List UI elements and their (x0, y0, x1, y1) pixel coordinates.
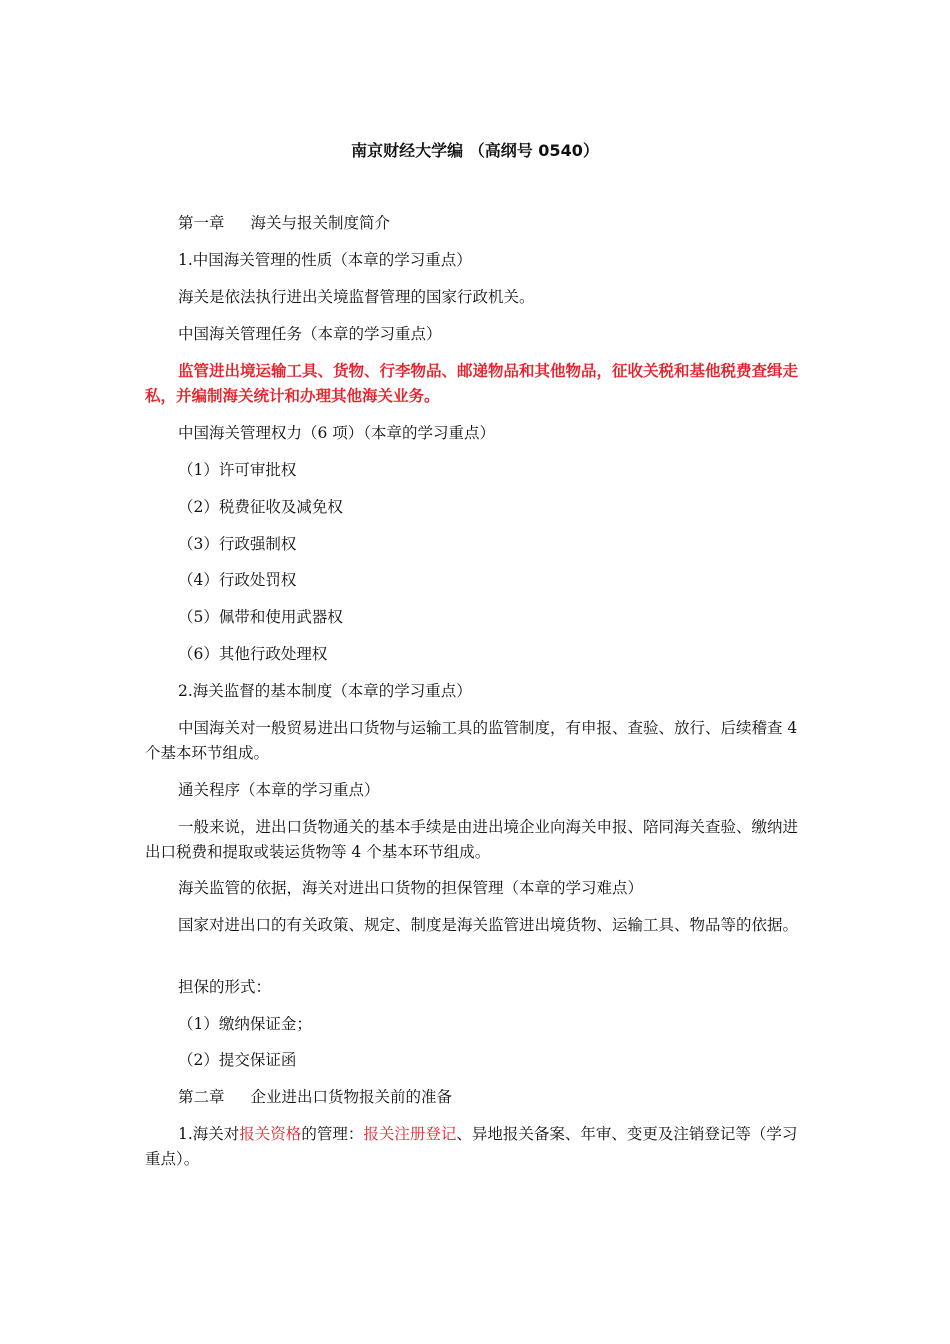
list-item: （2）提交保证函 (178, 1051, 297, 1069)
chapter1-title: 海关与报关制度简介 (250, 214, 391, 232)
paragraph (145, 1122, 810, 1172)
chapter2-heading (145, 1085, 810, 1110)
chapter2-title: 企业进出口货物报关前的准备 (250, 1088, 453, 1106)
list-item: （3）行政强制权 (178, 535, 297, 553)
highlighted-paragraph: 监管进出境运输工具、货物、行李物品、邮递物品和其他物品，征收关税和基他税费查缉走私，并编制海关统计和办理其他海关业务。 (145, 362, 799, 405)
highlighted-term: 报关注册登记 (363, 1125, 457, 1143)
text-run: 的管理： (301, 1125, 364, 1143)
section-heading: 2.海关监督的基本制度（本章的学习重点） (178, 682, 472, 700)
section-heading: 通关程序（本章的学习重点） (178, 781, 380, 799)
paragraph: 一般来说，进出口货物通关的基本手续是由进出境企业向海关申报、陪同海关查验、缴纳进出口税费和提取或装运货物等 4 个基本环节组成。 (145, 818, 799, 861)
section-heading: 担保的形式： (178, 978, 272, 996)
list-item: （1）缴纳保证金； (178, 1015, 312, 1033)
text-run: 1.海关对 (178, 1125, 240, 1143)
list-item: （5）佩带和使用武器权 (178, 608, 343, 626)
chapter1-heading (145, 211, 810, 236)
highlighted-term: 报关资格 (239, 1125, 302, 1143)
paragraph: 国家对进出口的有关政策、规定、制度是海关监管进出境货物、运输工具、物品等的依据。 (178, 916, 799, 934)
list-item: （1）许可审批权 (178, 461, 297, 479)
chapter1-label: 第一章 (178, 214, 225, 232)
text-run: 、异地报关备案、年审、变更及注销登记等（学习重点）。 (145, 1125, 798, 1168)
section-heading: 中国海关管理任务（本章的学习重点） (178, 325, 442, 343)
list-item: （2）税费征收及减免权 (178, 498, 343, 516)
list-item: （4）行政处罚权 (178, 571, 297, 589)
section-heading: 1.中国海关管理的性质（本章的学习重点） (178, 251, 472, 269)
paragraph: 海关是依法执行进出关境监督管理的国家行政机关。 (178, 288, 535, 306)
chapter2-label: 第二章 (178, 1088, 225, 1106)
paragraph: 中国海关对一般贸易进出口货物与运输工具的监管制度，有申报、查验、放行、后续稽查 4 个基本环节组成。 (145, 719, 798, 762)
section-heading: 海关监管的依据，海关对进出口货物的担保管理（本章的学习难点） (178, 879, 644, 897)
list-item: （6）其他行政处理权 (178, 645, 328, 663)
page-title: 南京财经大学编 （高纲号 0540） (351, 141, 599, 160)
section-heading: 中国海关管理权力（6 项）（本章的学习重点） (178, 424, 496, 442)
